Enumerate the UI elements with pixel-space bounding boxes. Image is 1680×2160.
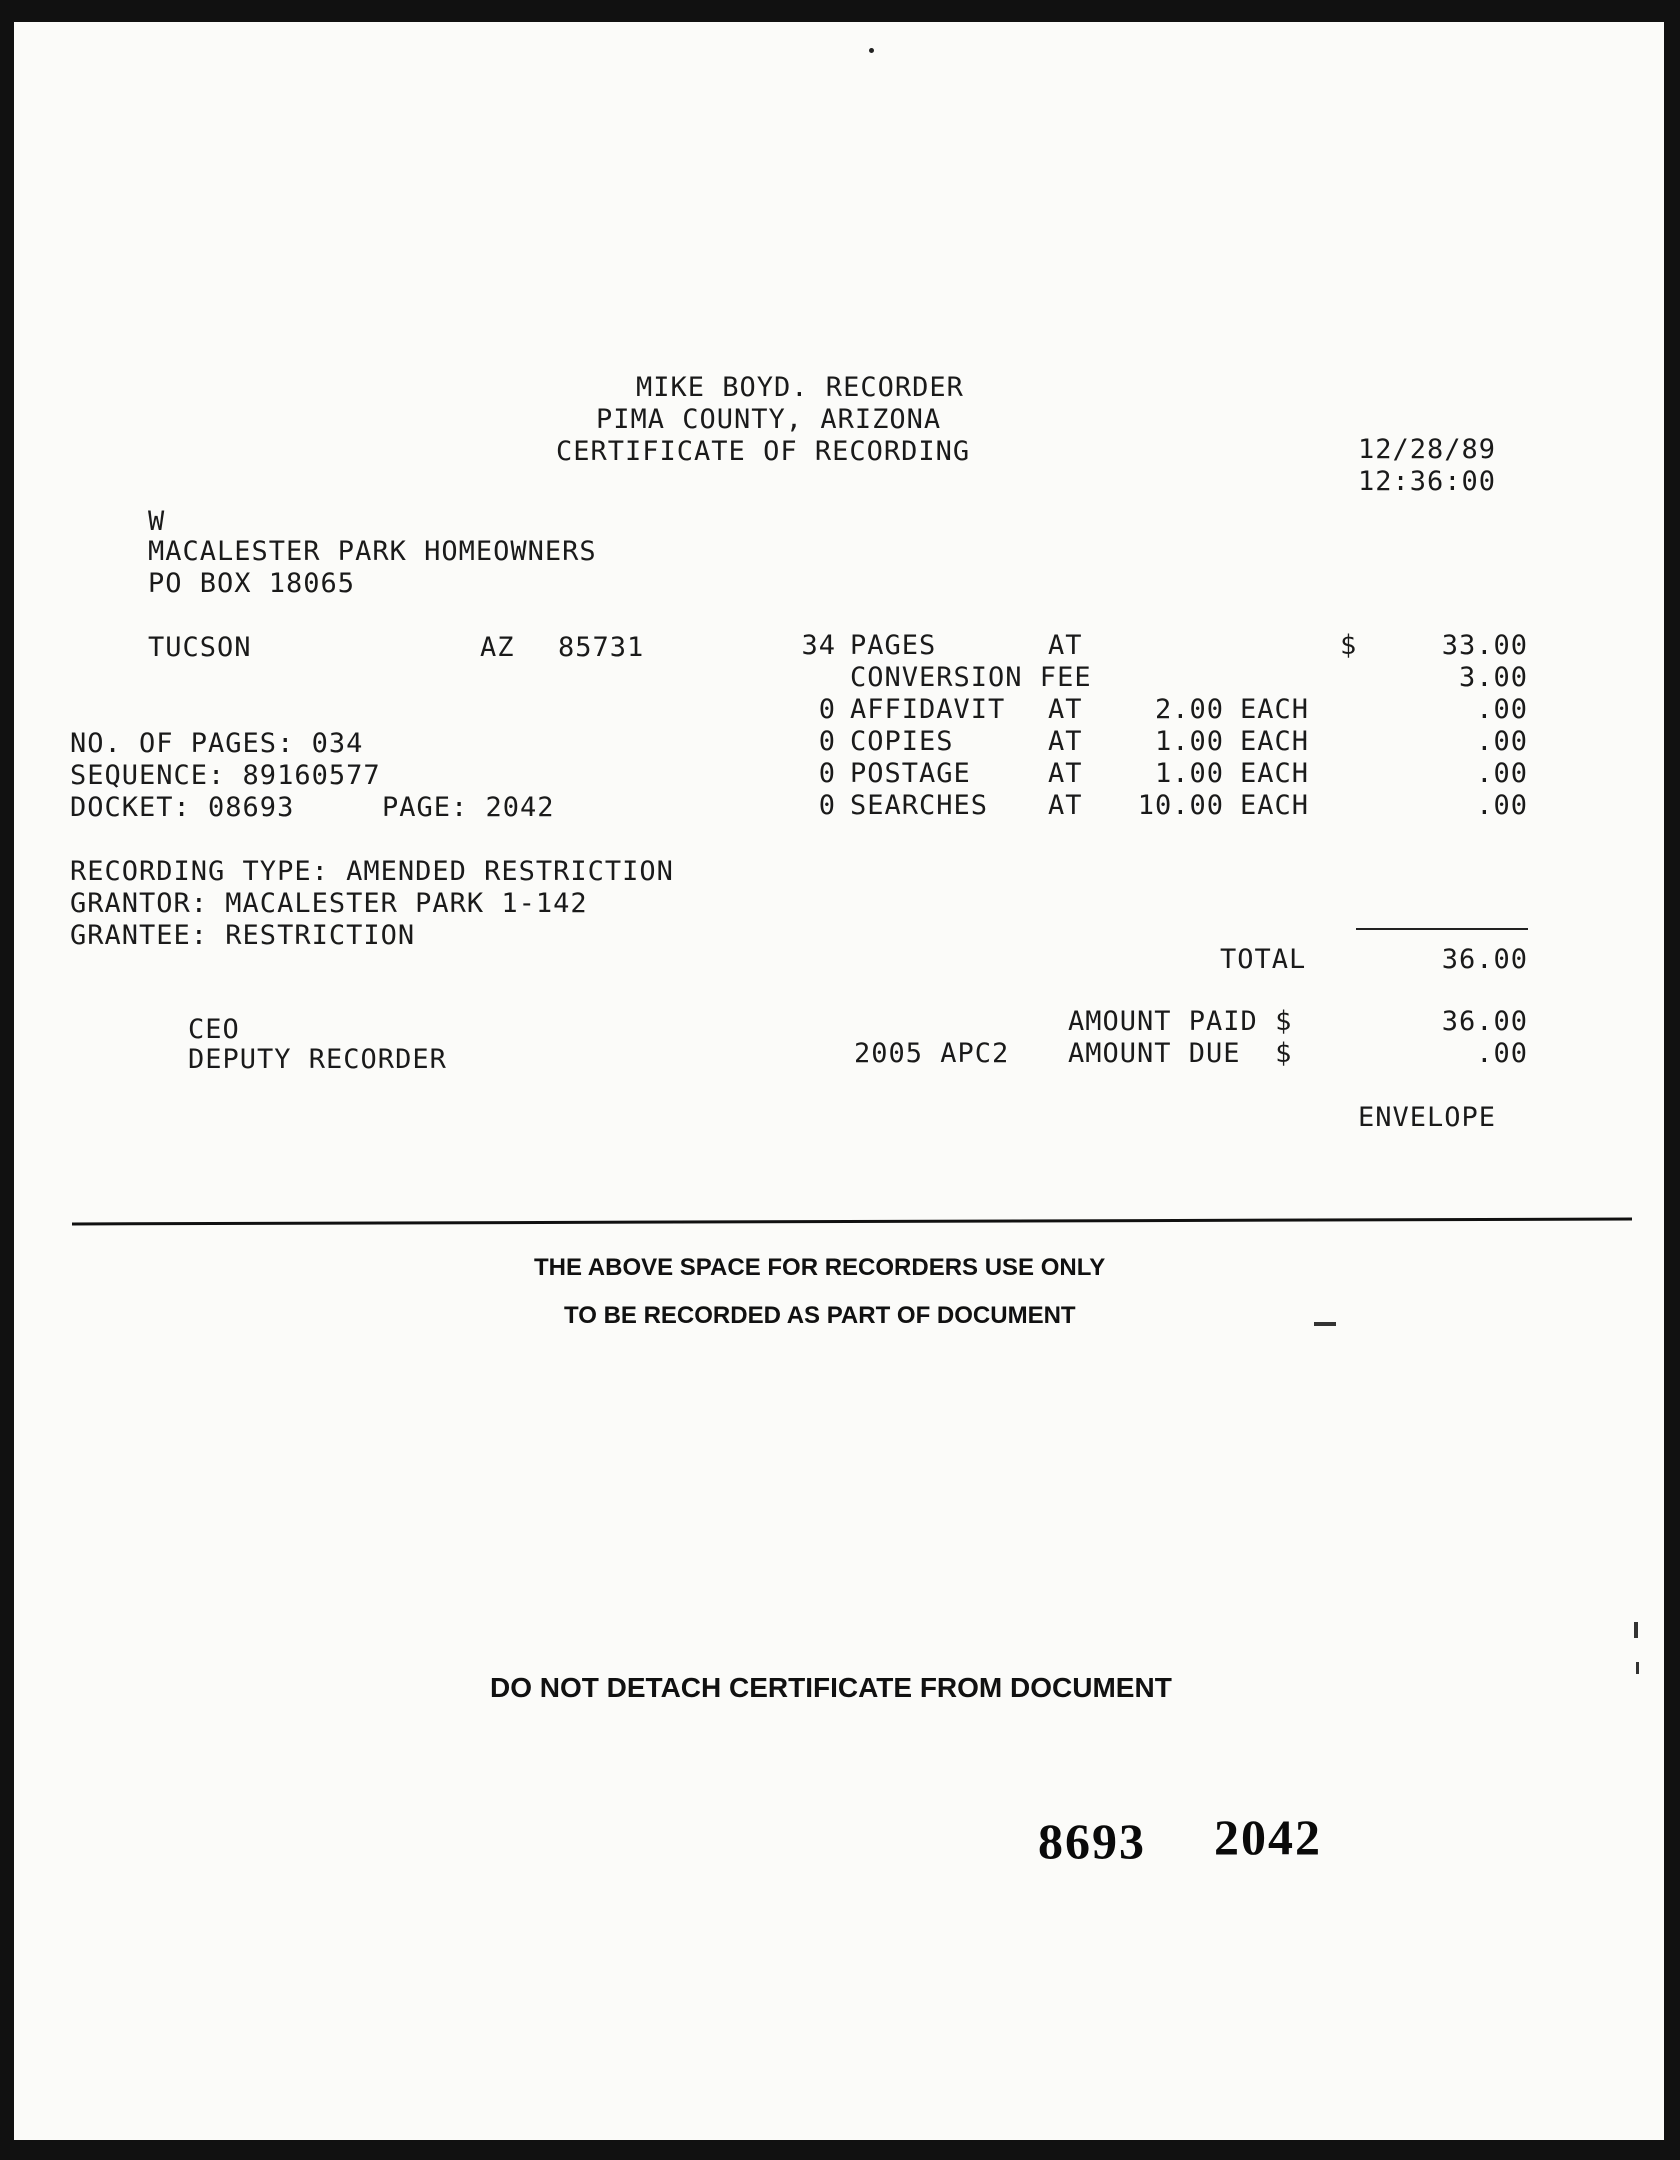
fee-qty: 0: [818, 758, 836, 789]
county-name: PIMA COUNTY, ARIZONA: [596, 404, 942, 435]
fee-amount: .00: [1476, 758, 1528, 789]
scan-speck: [1314, 1322, 1336, 1326]
docket-stamp: 8693: [1038, 1813, 1146, 1869]
addressee-state: AZ: [480, 632, 515, 663]
amount-paid-label: AMOUNT PAID $: [1068, 1006, 1293, 1037]
recording-type: RECORDING TYPE: AMENDED RESTRICTION: [70, 856, 674, 887]
docket-number: DOCKET: 08693: [70, 792, 295, 823]
fee-amount: 3.00: [1458, 662, 1528, 693]
fee-at: AT: [1048, 630, 1083, 661]
do-not-detach-warning: DO NOT DETACH CERTIFICATE FROM DOCUMENT: [490, 1672, 1172, 1703]
recorder-name: MIKE BOYD. RECORDER: [636, 372, 964, 403]
fee-each: EACH: [1240, 758, 1310, 789]
scan-speck: [1634, 1622, 1638, 1638]
addressee-name: MACALESTER PARK HOMEOWNERS: [148, 536, 597, 567]
fee-qty: 0: [818, 790, 836, 821]
scan-speck: [1636, 1662, 1639, 1674]
deputy-title: DEPUTY RECORDER: [188, 1044, 447, 1075]
fee-item: COPIES: [850, 726, 954, 757]
amount-due: .00: [1476, 1038, 1528, 1069]
fee-amount: .00: [1476, 694, 1528, 725]
fee-amount: 33.00: [1441, 630, 1528, 661]
recorder-use-note: THE ABOVE SPACE FOR RECORDERS USE ONLY: [534, 1254, 1106, 1281]
fee-rate: 1.00: [1154, 758, 1224, 789]
page-number: PAGE: 2042: [382, 792, 555, 823]
fee-qty: 34: [801, 630, 836, 661]
section-divider: [72, 1218, 1632, 1226]
fee-rate: 1.00: [1154, 726, 1224, 757]
number-of-pages: NO. OF PAGES: 034: [70, 728, 364, 759]
currency-symbol: $: [1340, 630, 1358, 661]
certificate-title: CERTIFICATE OF RECORDING: [556, 436, 971, 467]
fee-rate: 2.00: [1154, 694, 1224, 725]
fee-amount: .00: [1476, 790, 1528, 821]
fee-each: EACH: [1240, 694, 1310, 725]
fee-item: POSTAGE: [850, 758, 971, 789]
addressee-po-box: PO BOX 18065: [148, 568, 356, 599]
sequence-number: SEQUENCE: 89160577: [70, 760, 381, 791]
total-rule: [1356, 928, 1528, 930]
total-amount: 36.00: [1441, 944, 1528, 975]
addressee-code: W: [148, 506, 166, 537]
recording-time: 12:36:00: [1358, 466, 1497, 497]
page-stamp: 2042: [1214, 1809, 1322, 1865]
deputy-initials: CEO: [188, 1014, 240, 1045]
recording-date: 12/28/89: [1358, 434, 1497, 465]
fee-item: SEARCHES: [850, 790, 989, 821]
amount-due-label: AMOUNT DUE $: [1068, 1038, 1293, 1069]
speck-mark: [869, 48, 874, 53]
addressee-zip: 85731: [558, 632, 645, 663]
fee-qty: 0: [818, 726, 836, 757]
fee-item: PAGES: [850, 630, 937, 661]
fee-at: AT: [1048, 726, 1083, 757]
fee-item: CONVERSION FEE: [850, 662, 1092, 693]
grantee: GRANTEE: RESTRICTION: [70, 920, 416, 951]
certificate-page: [14, 22, 1664, 2140]
part-of-document-note: TO BE RECORDED AS PART OF DOCUMENT: [564, 1302, 1076, 1329]
fee-at: AT: [1048, 758, 1083, 789]
grantor: GRANTOR: MACALESTER PARK 1-142: [70, 888, 588, 919]
addressee-city: TUCSON: [148, 632, 252, 663]
fee-each: EACH: [1240, 726, 1310, 757]
fee-at: AT: [1048, 790, 1083, 821]
amount-paid: 36.00: [1441, 1006, 1528, 1037]
fee-at: AT: [1048, 694, 1083, 725]
envelope-label: ENVELOPE: [1358, 1102, 1497, 1133]
fee-item: AFFIDAVIT: [850, 694, 1006, 725]
register-code: 2005 APC2: [854, 1038, 1010, 1069]
fee-each: EACH: [1240, 790, 1310, 821]
fee-rate: 10.00: [1137, 790, 1224, 821]
fee-qty: 0: [818, 694, 836, 725]
total-label: TOTAL: [1220, 944, 1307, 975]
fee-amount: .00: [1476, 726, 1528, 757]
